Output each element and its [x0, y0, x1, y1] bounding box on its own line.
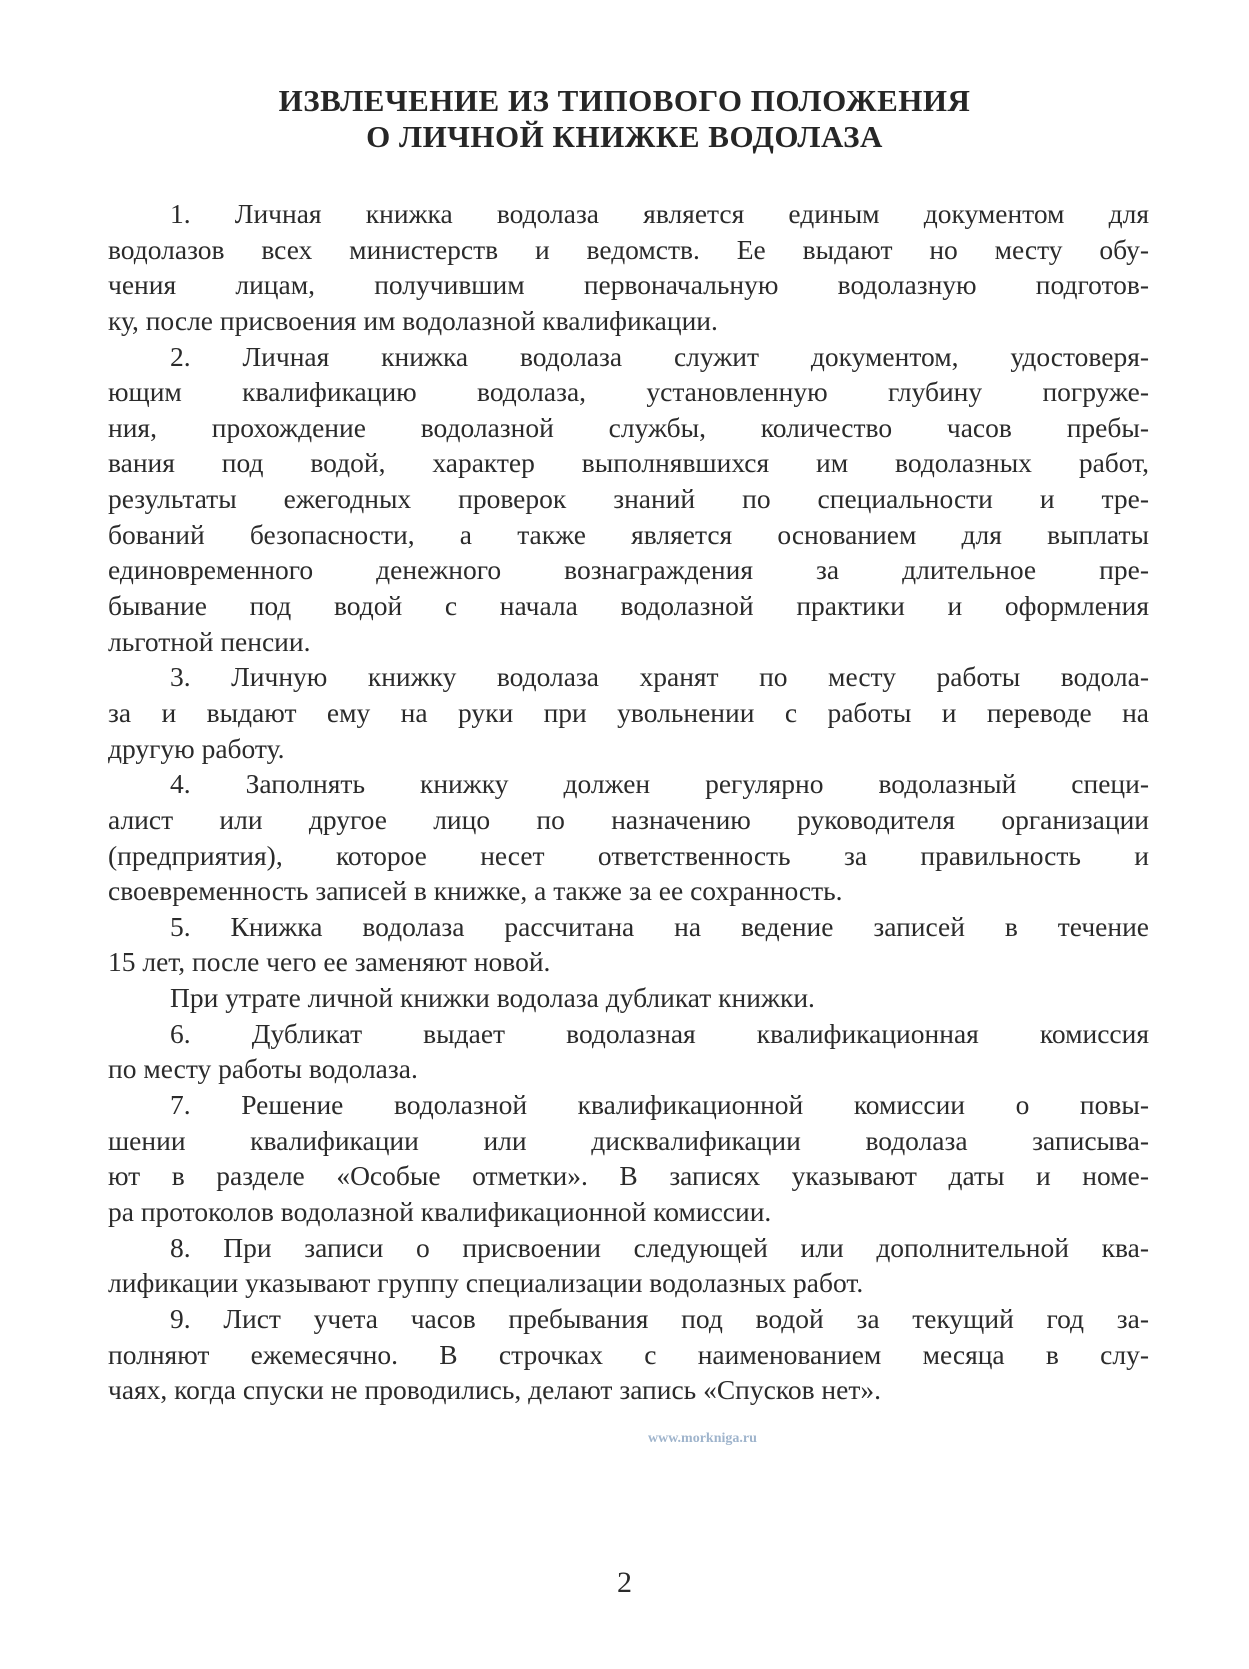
page-title-line-2: О ЛИЧНОЙ КНИЖКЕ ВОДОЛАЗА: [366, 119, 883, 154]
page-number: 2: [617, 1566, 632, 1599]
text-line: за и выдают ему на руки при увольнении с работы и переводе на: [108, 696, 1149, 728]
text-line: 4. Заполнять книжку должен регулярно водолазный специ-: [170, 768, 1149, 800]
text-line: бований безопасности, а также является основанием для выплаты: [108, 518, 1149, 550]
text-line: чаях, когда спуски не проводились, делают запись «Спусков нет».: [108, 1374, 881, 1406]
text-line: 5. Книжка водолаза рассчитана на ведение записей в течение: [170, 910, 1149, 942]
text-line: лификации указывают группу специализации водолазных работ.: [108, 1267, 864, 1299]
text-line: результаты ежегодных проверок знаний по специальности и тре-: [108, 483, 1149, 515]
page-title-line-1: ИЗВЛЕЧЕНИЕ ИЗ ТИПОВОГО ПОЛОЖЕНИЯ: [278, 83, 971, 118]
text-line: ку, после присвоения им водолазной квалификации.: [108, 304, 718, 336]
text-line: 8. При записи о присвоении следующей или дополнительной ква-: [170, 1231, 1149, 1263]
text-line: 3. Личную книжку водолаза хранят по месту работы водола-: [170, 661, 1149, 693]
text-line: 1. Личная книжка водолаза является единым документом для: [170, 198, 1149, 229]
text-line: 6. Дубликат выдает водолазная квалификационная комиссия: [170, 1017, 1149, 1049]
text-line: водолазов всех министерств и ведомств. Ее выдают но месту обу-: [108, 233, 1149, 265]
text-line: другую работу.: [108, 732, 285, 764]
text-line: ра протоколов водолазной квалификационной комиссии.: [108, 1195, 772, 1227]
text-line: ющим квалификацию водолаза, установленную глубину погруже-: [108, 376, 1149, 408]
text-line: чения лицам, получившим первоначальную водолазную подготов-: [108, 269, 1149, 301]
text-line: При утрате личной книжки водолаза дубликат книжки.: [170, 982, 815, 1014]
text-line: единовременного денежного вознаграждения за длительное пре-: [108, 554, 1149, 586]
text-line: ют в разделе «Особые отметки». В записях указывают даты и номе-: [108, 1160, 1149, 1192]
text-line: льготной пенсии.: [108, 625, 311, 657]
text-line: алист или другое лицо по назначению руководителя организации: [108, 803, 1149, 835]
text-line: 15 лет, после чего ее заменяют новой.: [108, 946, 551, 978]
watermark: www.morkniga.ru: [648, 1431, 757, 1446]
text-line: ния, прохождение водолазной службы, количество часов пребы-: [108, 411, 1149, 443]
text-line: 9. Лист учета часов пребывания под водой за текущий год за-: [170, 1302, 1149, 1334]
text-line: вания под водой, характер выполнявшихся им водолазных работ,: [108, 447, 1149, 479]
text-line: 2. Личная книжка водолаза служит документом, удостоверя-: [170, 340, 1149, 372]
document-body: [108, 196, 1149, 1408]
text-line: шении квалификации или дисквалификации водолаза записыва-: [108, 1124, 1149, 1156]
text-line: 7. Решение водолазной квалификационной комиссии о повы-: [170, 1089, 1149, 1121]
text-line: полняют ежемесячно. В строчках с наименованием месяца в слу-: [108, 1338, 1149, 1370]
text-line: (предприятия), которое несет ответственность за правильность и: [108, 839, 1149, 871]
text-line: бывание под водой с начала водолазной практики и оформления: [108, 590, 1149, 622]
text-line: по месту работы водолаза.: [108, 1053, 418, 1085]
text-line: своевременность записей в книжке, а также за ее сохранность.: [108, 875, 843, 907]
